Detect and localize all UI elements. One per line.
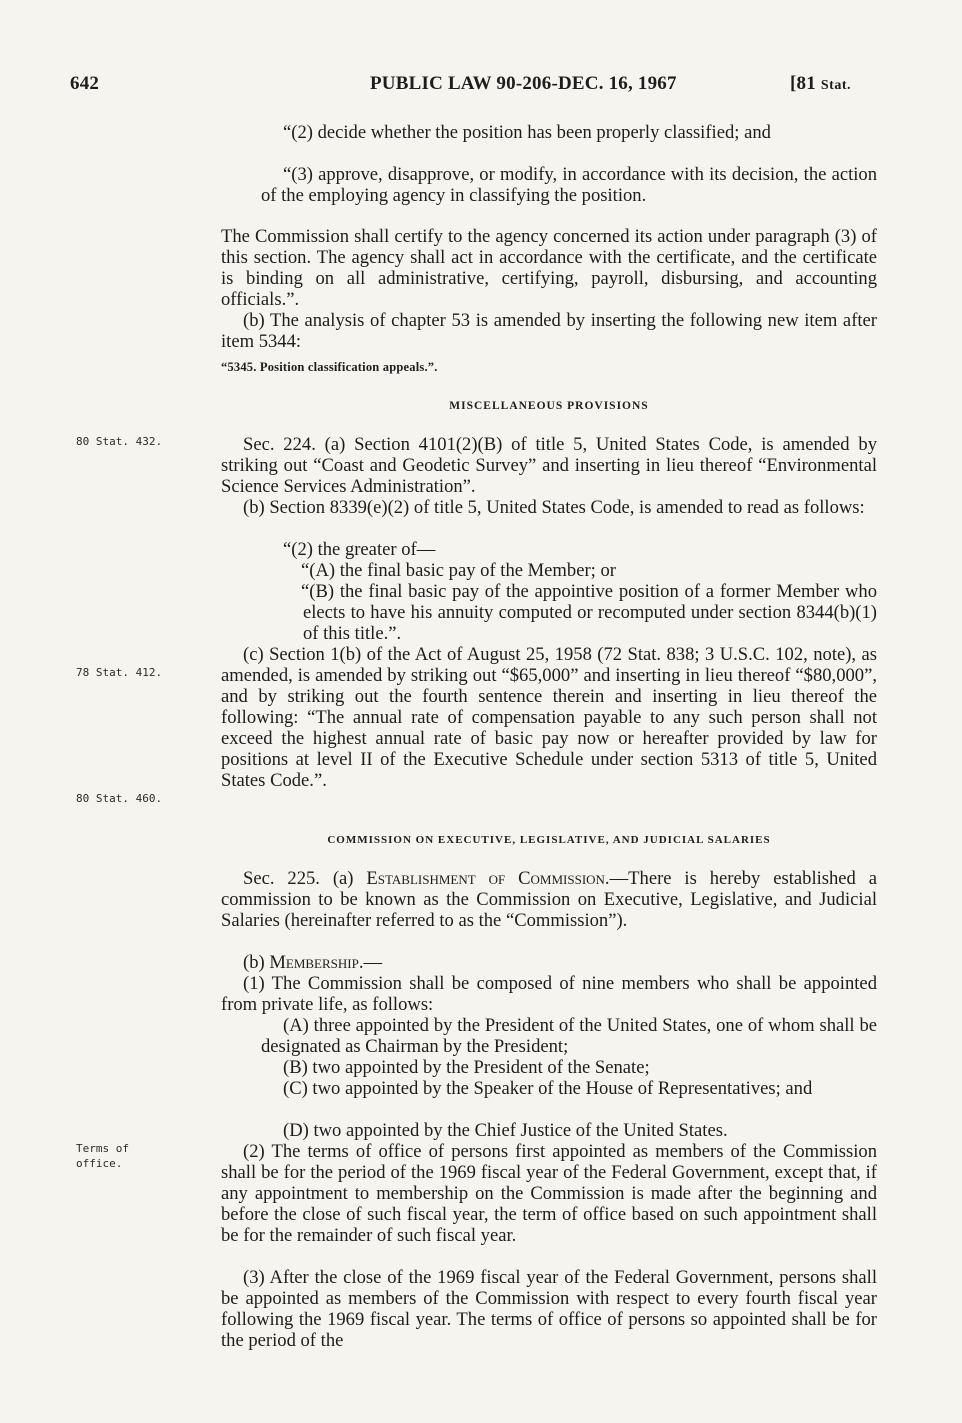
paragraph-analysis-amended: (b) The analysis of chapter 53 is amended by inserting the following new item after item 5344:: [221, 310, 877, 352]
section-225b-membership: [221, 952, 877, 973]
margin-note-terms-of-office: [76, 1141, 196, 1171]
new-item-5345: “5345. Position classification appeals.”.: [221, 360, 438, 374]
section-224c: (c) Section 1(b) of the Act of August 25, 1958 (72 Stat. 838; 3 U.S.C. 102, note), as amended, is amended by striking out “$65,000” and inserting in lieu thereof “$80,000”, and by striking out the fourth sentence therein and inserting in lieu thereof the following: “The annual rate of compensation payable to any such person shall not exceed the highest annual rate of basic pay now or hereafter provided by law for positions at level II of the Executive Schedule under section 5313 of title 5, United States Code.”.: [221, 644, 877, 791]
paragraph-2-decide: “(2) decide whether the position has been properly classified; and: [283, 122, 771, 143]
section-225b-number: (b): [243, 952, 265, 973]
clause-A-final-basic-pay: “(A) the final basic pay of the Member; or: [301, 560, 616, 581]
margin-note-78-stat-412: 78 Stat. 412.: [76, 666, 163, 679]
paragraph-commission-certify: The Commission shall certify to the agency concerned its action under paragraph (3) of this section. The agency shall act in accordance with the certificate, and the certificate is binding on all administrative, certifying, payroll, disbursing, and accounting officials.”.: [221, 226, 877, 310]
margin-note-line-2: office.: [76, 1157, 123, 1170]
clause-D-chief-justice: (D) two appointed by the Chief Justice of the United States.: [283, 1120, 728, 1141]
clause-2-greater-of: “(2) the greater of—: [283, 539, 436, 560]
clause-B-appointive-position: “(B) the final basic pay of the appointive position of a former Member who elects to have his annuity computed or recomputed under section 8344(b)(1) of this title.”.: [301, 581, 877, 644]
clause-B-senate: (B) two appointed by the President of the Senate;: [283, 1057, 650, 1078]
section-224a: Sec. 224. (a) Section 4101(2)(B) of title 5, United States Code, is amended by striking out “Coast and Geodetic Survey” and inserting in lieu thereof “Environmental Science Services Administration”.: [221, 434, 877, 497]
running-title: PUBLIC LAW 90-206-DEC. 16, 1967: [370, 73, 677, 94]
page-number: 642: [70, 73, 100, 94]
margin-note-80-stat-460: 80 Stat. 460.: [76, 792, 163, 805]
paragraph-b2-terms: (2) The terms of office of persons first appointed as members of the Commission shall be for the period of the 1969 fiscal year of the Federal Government, except that, if any appointment to membership on the Commission is made after the beginning and before the close of such fiscal year, the term of office based on such appointment shall be for the remainder of such fiscal year.: [221, 1141, 877, 1246]
paragraph-b1-composition: (1) The Commission shall be composed of nine members who shall be appointed from private life, as follows:: [221, 973, 877, 1015]
heading-commission-salaries: COMMISSION ON EXECUTIVE, LEGISLATIVE, AND JUDICIAL SALARIES: [327, 834, 771, 846]
section-225b-dash: —: [363, 952, 383, 973]
section-225a-text: —There is hereby established a commission to be known as the Commission on Executive, Legislative, and Judicial Salaries (hereinafter referred to as the “Commission”).: [221, 868, 878, 931]
margin-note-80-stat-432: 80 Stat. 432.: [76, 435, 163, 448]
statute-reference: [790, 73, 851, 95]
margin-note-line-1: Terms of: [76, 1142, 129, 1155]
section-225a: [221, 868, 877, 931]
heading-miscellaneous-provisions: MISCELLANEOUS PROVISIONS: [449, 400, 649, 412]
section-224b: (b) Section 8339(e)(2) of title 5, United States Code, is amended to read as follows:: [243, 497, 865, 518]
section-225b-caption: Membership.: [269, 952, 364, 973]
statute-word: Stat.: [820, 78, 852, 93]
paragraph-3-approve: “(3) approve, disapprove, or modify, in accordance with its decision, the action of the employing agency in classifying the position.: [261, 164, 877, 206]
statute-volume: [81: [790, 73, 816, 94]
section-225a-caption: Establishment of Commission.: [366, 868, 610, 889]
clause-A-president: (A) three appointed by the President of the United States, one of whom shall be designated as Chairman by the President;: [261, 1015, 877, 1057]
paragraph-b3-after-close: (3) After the close of the 1969 fiscal year of the Federal Government, persons shall be appointed as members of the Commission with respect to every fourth fiscal year following the 1969 fiscal year. The terms of office of persons so appointed shall be for the period of the: [221, 1267, 877, 1351]
section-225a-number: Sec. 225. (a): [243, 868, 354, 889]
clause-C-speaker: (C) two appointed by the Speaker of the House of Representatives; and: [283, 1078, 813, 1099]
